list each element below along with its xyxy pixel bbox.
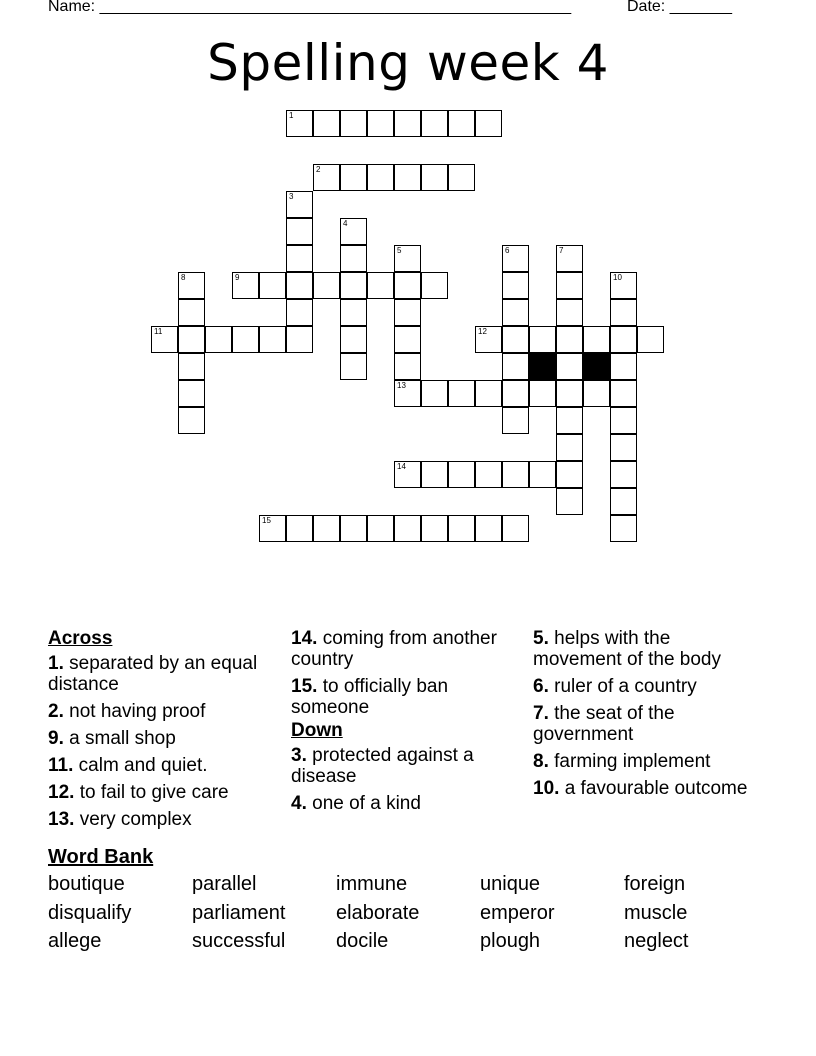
crossword-cell[interactable] bbox=[610, 353, 637, 380]
word-bank-row bbox=[48, 873, 768, 902]
crossword-cell[interactable] bbox=[259, 326, 286, 353]
crossword-cell[interactable] bbox=[502, 353, 529, 380]
crossword-cell[interactable] bbox=[286, 299, 313, 326]
crossword-cell[interactable] bbox=[610, 515, 637, 542]
word-bank-word: parliament bbox=[192, 901, 286, 924]
crossword-cell[interactable] bbox=[394, 110, 421, 137]
clue-number-label: 1 bbox=[289, 111, 294, 120]
crossword-cell[interactable] bbox=[286, 326, 313, 353]
word-bank-word: successful bbox=[192, 930, 286, 952]
crossword-cell[interactable] bbox=[178, 380, 205, 407]
crossword-cell[interactable] bbox=[151, 326, 178, 353]
crossword-cell[interactable] bbox=[529, 326, 556, 353]
crossword-cell[interactable] bbox=[475, 515, 502, 542]
crossword-cell[interactable] bbox=[448, 461, 475, 488]
word-bank-word: allege bbox=[48, 930, 102, 952]
crossword-cell[interactable] bbox=[502, 326, 529, 353]
crossword-cell[interactable] bbox=[178, 272, 205, 299]
clue-number-label: 6 bbox=[505, 246, 510, 255]
clue-number-label: 11 bbox=[154, 327, 163, 336]
crossword-cell[interactable] bbox=[502, 407, 529, 434]
crossword-cell[interactable] bbox=[556, 434, 583, 461]
crossword-cell[interactable] bbox=[421, 515, 448, 542]
crossword-cell[interactable] bbox=[610, 326, 637, 353]
crossword-cell[interactable] bbox=[610, 407, 637, 434]
crossword-cell[interactable] bbox=[529, 461, 556, 488]
crossword-cell[interactable] bbox=[610, 488, 637, 515]
crossword-cell[interactable] bbox=[205, 326, 232, 353]
crossword-black-cell bbox=[583, 353, 610, 380]
crossword-cell[interactable] bbox=[421, 380, 448, 407]
crossword-cell[interactable] bbox=[367, 272, 394, 299]
word-bank-row bbox=[48, 930, 768, 959]
word-bank-word: unique bbox=[480, 873, 541, 895]
crossword-cell[interactable] bbox=[394, 299, 421, 326]
crossword-cell[interactable] bbox=[556, 326, 583, 353]
word-bank-row bbox=[48, 902, 768, 931]
crossword-cell[interactable] bbox=[556, 245, 583, 272]
crossword-cell[interactable] bbox=[556, 299, 583, 326]
name-field-line[interactable]: Name: _____________________________________________________ bbox=[48, 0, 572, 15]
crossword-cell[interactable] bbox=[394, 380, 421, 407]
clue-number-label: 7 bbox=[559, 246, 564, 255]
crossword-cell[interactable] bbox=[286, 245, 313, 272]
clue-down-4: 4. one of a kind bbox=[291, 793, 421, 814]
crossword-cell[interactable] bbox=[259, 515, 286, 542]
crossword-cell[interactable] bbox=[232, 272, 259, 299]
clues-column-1 bbox=[48, 628, 263, 836]
crossword-cell[interactable] bbox=[232, 326, 259, 353]
crossword-cell[interactable] bbox=[421, 272, 448, 299]
crossword-cell[interactable] bbox=[421, 110, 448, 137]
clue-down-3: 3. protected against a disease bbox=[291, 745, 474, 787]
crossword-cell[interactable] bbox=[367, 515, 394, 542]
crossword-cell[interactable] bbox=[178, 299, 205, 326]
clue-across-14: 14. coming from another country bbox=[291, 628, 497, 670]
page-title: Spelling week 4 bbox=[207, 34, 609, 92]
clue-across-12: 12. to fail to give care bbox=[48, 782, 229, 803]
crossword-cell[interactable] bbox=[313, 272, 340, 299]
crossword-cell[interactable] bbox=[556, 353, 583, 380]
crossword-cell[interactable] bbox=[475, 110, 502, 137]
clue-down-6: 6. ruler of a country bbox=[533, 676, 697, 697]
crossword-cell[interactable] bbox=[340, 326, 367, 353]
clues-column-2 bbox=[291, 628, 516, 820]
word-bank-word: boutique bbox=[48, 873, 125, 895]
crossword-cell[interactable] bbox=[340, 515, 367, 542]
clue-across-11: 11. calm and quiet. bbox=[48, 755, 208, 776]
crossword-cell[interactable] bbox=[367, 164, 394, 191]
crossword-cell[interactable] bbox=[475, 326, 502, 353]
crossword-cell[interactable] bbox=[556, 380, 583, 407]
crossword-cell[interactable] bbox=[421, 164, 448, 191]
clue-across-13: 13. very complex bbox=[48, 809, 192, 830]
word-bank-word: neglect bbox=[624, 930, 689, 952]
crossword-cell[interactable] bbox=[556, 407, 583, 434]
clue-number-label: 2 bbox=[316, 165, 321, 174]
clue-number-label: 8 bbox=[181, 273, 186, 282]
crossword-cell[interactable] bbox=[286, 110, 313, 137]
crossword-cell[interactable] bbox=[178, 326, 205, 353]
crossword-cell[interactable] bbox=[340, 299, 367, 326]
crossword-cell[interactable] bbox=[583, 380, 610, 407]
across-heading: Across bbox=[48, 628, 113, 649]
word-bank-word: elaborate bbox=[336, 901, 420, 924]
word-bank-word: parallel bbox=[192, 873, 257, 895]
crossword-black-cell bbox=[529, 353, 556, 380]
clue-across-15: 15. to officially ban someone bbox=[291, 676, 449, 718]
crossword-cell[interactable] bbox=[610, 434, 637, 461]
clues-column-3 bbox=[533, 628, 763, 805]
crossword-cell[interactable] bbox=[394, 461, 421, 488]
crossword-cell[interactable] bbox=[367, 110, 394, 137]
crossword-cell[interactable] bbox=[394, 272, 421, 299]
word-bank-word: emperor bbox=[480, 901, 555, 924]
crossword-cell[interactable] bbox=[340, 164, 367, 191]
crossword-cell[interactable] bbox=[529, 380, 556, 407]
crossword-cell[interactable] bbox=[448, 110, 475, 137]
crossword-cell[interactable] bbox=[394, 164, 421, 191]
date-field-line[interactable]: Date: _______ bbox=[627, 0, 732, 15]
clue-number-label: 10 bbox=[613, 273, 622, 282]
clue-number-label: 4 bbox=[343, 219, 348, 228]
clue-number-label: 15 bbox=[262, 516, 271, 525]
crossword-cell[interactable] bbox=[502, 380, 529, 407]
crossword-cell[interactable] bbox=[475, 380, 502, 407]
crossword-cell[interactable] bbox=[394, 326, 421, 353]
crossword-cell[interactable] bbox=[637, 326, 664, 353]
clue-number-label: 14 bbox=[397, 462, 406, 471]
crossword-cell[interactable] bbox=[340, 218, 367, 245]
clue-across-2: 2. not having proof bbox=[48, 701, 206, 722]
crossword-cell[interactable] bbox=[286, 218, 313, 245]
word-bank-word: immune bbox=[336, 873, 408, 895]
crossword-cell[interactable] bbox=[178, 407, 205, 434]
crossword-cell[interactable] bbox=[286, 191, 313, 218]
crossword-cell[interactable] bbox=[394, 245, 421, 272]
crossword-cell[interactable] bbox=[421, 461, 448, 488]
clue-across-1: 1. separated by an equal distance bbox=[48, 653, 258, 695]
crossword-cell[interactable] bbox=[556, 272, 583, 299]
crossword-cell[interactable] bbox=[502, 515, 529, 542]
crossword-cell[interactable] bbox=[502, 245, 529, 272]
clue-down-5: 5. helps with the movement of the body bbox=[533, 628, 721, 670]
clue-number-label: 3 bbox=[289, 192, 294, 201]
crossword-cell[interactable] bbox=[286, 515, 313, 542]
crossword-cell[interactable] bbox=[340, 245, 367, 272]
word-bank-word: disqualify bbox=[48, 901, 132, 924]
crossword-cell[interactable] bbox=[448, 164, 475, 191]
crossword-cell[interactable] bbox=[313, 110, 340, 137]
word-bank-word: docile bbox=[336, 930, 389, 952]
word-bank-word: muscle bbox=[624, 901, 688, 924]
crossword-cell[interactable] bbox=[610, 380, 637, 407]
crossword-cell[interactable] bbox=[556, 488, 583, 515]
crossword-cell[interactable] bbox=[394, 353, 421, 380]
down-heading: Down bbox=[291, 720, 343, 741]
word-bank-heading: Word Bank bbox=[48, 846, 154, 868]
crossword-cell[interactable] bbox=[340, 353, 367, 380]
clue-down-7: 7. the seat of the government bbox=[533, 703, 675, 745]
crossword-cell[interactable] bbox=[448, 380, 475, 407]
crossword-cell[interactable] bbox=[313, 515, 340, 542]
crossword-cell[interactable] bbox=[313, 164, 340, 191]
clue-number-label: 5 bbox=[397, 246, 402, 255]
clue-down-10: 10. a favourable outcome bbox=[533, 778, 748, 799]
clue-number-label: 13 bbox=[397, 381, 406, 390]
crossword-cell[interactable] bbox=[448, 515, 475, 542]
crossword-cell[interactable] bbox=[259, 272, 286, 299]
crossword-cell[interactable] bbox=[475, 461, 502, 488]
crossword-cell[interactable] bbox=[394, 515, 421, 542]
word-bank-word: foreign bbox=[624, 873, 686, 895]
crossword-cell[interactable] bbox=[610, 461, 637, 488]
crossword-cell[interactable] bbox=[340, 110, 367, 137]
word-bank-word: plough bbox=[480, 930, 541, 952]
clue-number-label: 9 bbox=[235, 273, 240, 282]
crossword-cell[interactable] bbox=[556, 461, 583, 488]
clue-across-9: 9. a small shop bbox=[48, 728, 176, 749]
clue-down-8: 8. farming implement bbox=[533, 751, 711, 772]
crossword-cell[interactable] bbox=[178, 353, 205, 380]
clue-number-label: 12 bbox=[478, 327, 487, 336]
crossword-cell[interactable] bbox=[610, 272, 637, 299]
crossword-cell[interactable] bbox=[340, 272, 367, 299]
crossword-cell[interactable] bbox=[502, 272, 529, 299]
crossword-cell[interactable] bbox=[502, 299, 529, 326]
crossword-cell[interactable] bbox=[502, 461, 529, 488]
crossword-cell[interactable] bbox=[610, 299, 637, 326]
crossword-cell[interactable] bbox=[583, 326, 610, 353]
crossword-cell[interactable] bbox=[286, 272, 313, 299]
word-bank bbox=[48, 846, 768, 959]
